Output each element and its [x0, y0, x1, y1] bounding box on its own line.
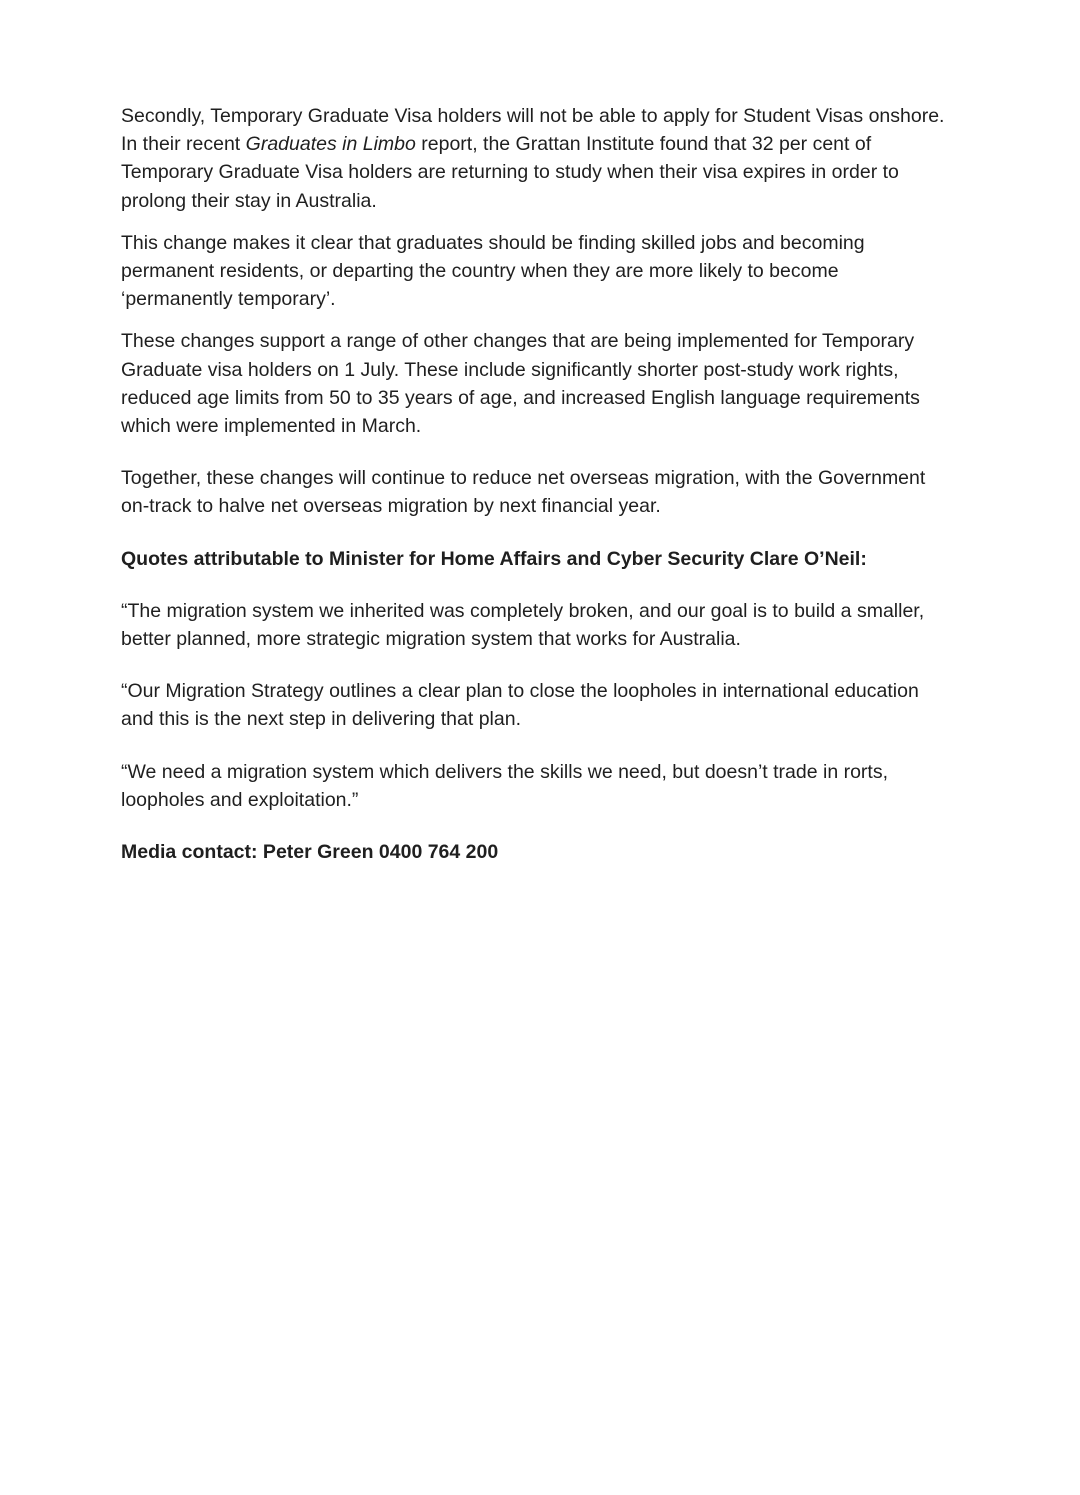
paragraph-other-changes: These changes support a range of other changes that are being implemented for Temporary Graduate visa holders on 1 July. These include significantly shorter post-study work rights, reduced age limits from 50 to 35 years of age, and increased English language requirements which were implemented in March.: [121, 330, 920, 438]
quote-paragraph: “We need a migration system which delivers the skills we need, but doesn’t trade in rorts, loopholes and exploitation.”: [121, 760, 888, 811]
paragraph-skilled-jobs: This change makes it clear that graduates should be finding skilled jobs and becoming permanent residents, or departing the country when they are more likely to become ‘permanently temporary’.: [121, 231, 865, 311]
quote-paragraph: “The migration system we inherited was completely broken, and our goal is to build a smaller, better planned, more strategic migration system that works for Australia.: [121, 599, 925, 651]
media-contact: Media contact: Peter Green 0400 764 200: [121, 841, 499, 864]
paragraph-student-visas: [121, 102, 951, 215]
paragraph-text: Secondly, Temporary Graduate Visa holders will not be able to apply for Student Visas onshore. In their recent: [121, 105, 945, 156]
quote-paragraph: “Our Migration Strategy outlines a clear plan to close the loopholes in international education and this is the next step in delivering that plan.: [121, 680, 919, 731]
quotes-heading: Quotes attributable to Minister for Home Affairs and Cyber Security Clare O’Neil:: [121, 547, 867, 570]
paragraph-net-migration: Together, these changes will continue to reduce net overseas migration, with the Government on-track to halve net overseas migration by next financial year.: [121, 467, 926, 518]
paragraph-text: report, the Grattan Institute found that 32 per cent of Temporary Graduate Visa holders are returning to study when their visa expires in order to prolong their stay in Australia.: [121, 133, 899, 212]
report-title: Graduates in Limbo: [245, 133, 416, 156]
document-page: [121, 102, 951, 866]
